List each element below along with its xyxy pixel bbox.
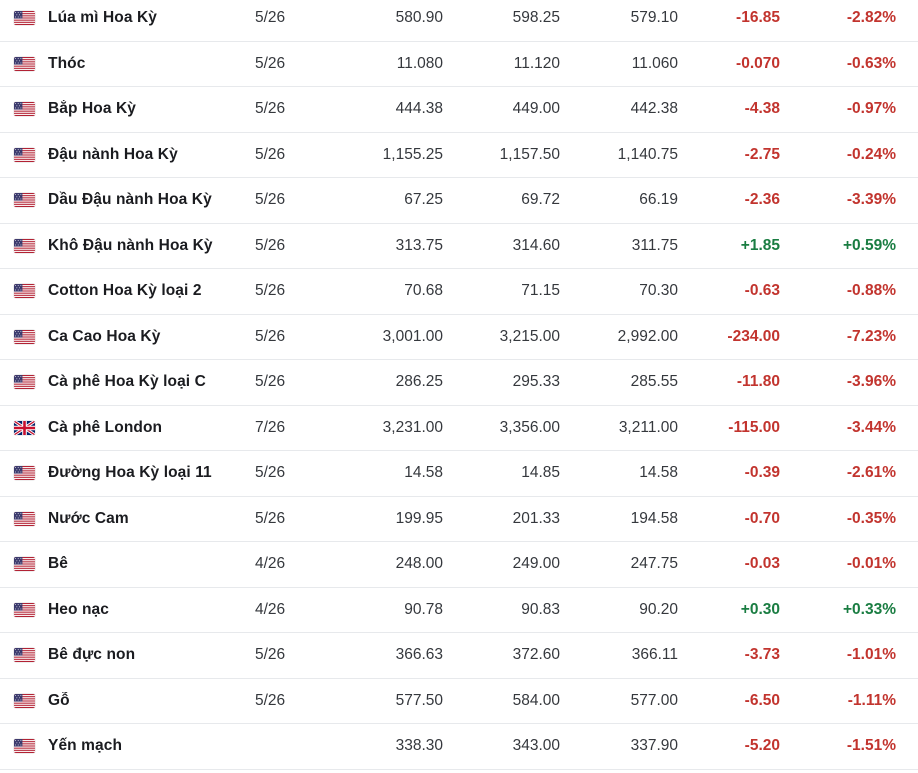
contract-month: 4/26 [255,600,286,618]
high-price: 90.83 [521,600,560,618]
last-price: 286.25 [395,373,443,391]
change-percent: -2.61% [846,464,896,482]
change-value: -0.70 [744,509,780,527]
table-row[interactable] [0,0,918,42]
change-percent: -1.11% [847,691,896,709]
change-value: -0.070 [736,54,780,72]
last-price: 313.75 [395,236,443,254]
commodity-name: Khô Đậu nành Hoa Kỳ [48,236,213,254]
commodity-cell [0,419,240,437]
high-price: 14.85 [521,464,560,482]
contract-month: 5/26 [255,191,286,209]
low-price: 90.20 [639,600,678,618]
high-price: 314.60 [512,236,560,254]
last-price: 90.78 [404,600,443,618]
commodity-cell [0,55,240,73]
commodity-cell [0,282,240,300]
commodity-cell [0,692,240,710]
gb-flag-icon [14,421,35,435]
contract-month: 5/26 [255,9,286,27]
high-price: 11.120 [513,54,560,72]
high-price: 71.15 [521,282,560,300]
change-value: -16.85 [736,9,780,27]
change-percent: -1.51% [846,737,896,755]
commodity-name: Cotton Hoa Kỳ loại 2 [48,282,202,300]
last-price: 199.95 [395,509,443,527]
high-price: 372.60 [512,646,560,664]
us-flag-icon [14,694,35,708]
high-price: 69.72 [521,191,560,209]
table-row[interactable] [0,178,918,224]
change-value: -0.03 [744,555,780,573]
table-row[interactable] [0,87,918,133]
commodity-cell [0,373,240,391]
us-flag-icon [14,193,35,207]
low-price: 247.75 [630,555,678,573]
high-price: 3,215.00 [499,327,560,345]
commodity-cell [0,9,240,27]
commodity-cell [0,328,240,346]
change-percent: -0.63% [846,54,896,72]
high-price: 598.25 [512,9,560,27]
commodity-cell [0,464,240,482]
low-price: 285.55 [630,373,678,391]
commodity-name: Đậu nành Hoa Kỳ [48,145,178,163]
table-row[interactable] [0,42,918,88]
commodity-name: Heo nạc [48,600,109,618]
commodity-name: Cà phê Hoa Kỳ loại C [48,373,206,391]
us-flag-icon [14,102,35,116]
commodity-name: Bắp Hoa Kỳ [48,100,136,118]
us-flag-icon [14,239,35,253]
change-value: -2.75 [744,145,780,163]
change-value: -234.00 [727,327,780,345]
contract-month: 5/26 [255,373,286,391]
change-percent: -0.35% [846,509,896,527]
contract-month: 5/26 [255,509,286,527]
change-percent: -3.96% [846,373,896,391]
table-row[interactable] [0,724,918,770]
last-price: 70.68 [404,282,443,300]
contract-month: 5/26 [255,282,286,300]
commodity-name: Ca Cao Hoa Kỳ [48,327,161,345]
us-flag-icon [14,648,35,662]
last-price: 3,231.00 [382,418,443,436]
change-percent: -0.97% [846,100,896,118]
commodity-cell [0,191,240,209]
change-percent: +0.33% [842,600,896,618]
commodity-name: Bê đực non [48,646,136,664]
low-price: 337.90 [630,737,678,755]
low-price: 70.30 [639,282,678,300]
change-value: -3.73 [744,646,780,664]
change-value: -0.39 [744,464,780,482]
table-row[interactable] [0,269,918,315]
commodity-name: Nước Cam [48,509,129,527]
high-price: 1,157.50 [499,145,560,163]
low-price: 442.38 [630,100,678,118]
change-value: -11.80 [736,373,780,391]
last-price: 14.58 [404,464,443,482]
change-percent: -3.44% [846,418,896,436]
table-row[interactable] [0,542,918,588]
change-percent: -0.88% [846,282,896,300]
last-price: 1,155.25 [382,145,443,163]
commodity-name: Dầu Đậu nành Hoa Kỳ [48,191,212,209]
last-price: 11.080 [396,54,443,72]
change-value: +0.30 [740,600,780,618]
last-price: 3,001.00 [382,327,443,345]
change-percent: -0.01% [846,555,896,573]
us-flag-icon [14,148,35,162]
change-percent: +0.59% [842,236,896,254]
change-value: -2.36 [744,191,780,209]
change-percent: -3.39% [846,191,896,209]
table-row[interactable] [0,360,918,406]
commodity-name: Cà phê London [48,418,163,436]
us-flag-icon [14,557,35,571]
commodity-cell [0,146,240,164]
low-price: 366.11 [631,646,678,664]
contract-month: 5/26 [255,464,286,482]
table-row[interactable] [0,679,918,725]
change-value: -5.20 [744,737,780,755]
change-percent: -0.24% [846,145,896,163]
us-flag-icon [14,603,35,617]
last-price: 444.38 [395,100,443,118]
us-flag-icon [14,57,35,71]
low-price: 194.58 [630,509,678,527]
change-value: -0.63 [744,282,780,300]
table-row[interactable] [0,451,918,497]
low-price: 14.58 [639,464,678,482]
low-price: 579.10 [630,9,678,27]
change-value: +1.85 [740,236,780,254]
change-value: -4.38 [744,100,780,118]
high-price: 295.33 [512,373,560,391]
low-price: 66.19 [639,191,678,209]
last-price: 338.30 [395,737,443,755]
commodity-name: Yến mạch [48,737,123,755]
commodity-name: Gỗ [48,691,70,709]
commodity-cell [0,646,240,664]
contract-month: 7/26 [255,418,286,436]
commodity-name: Thóc [48,54,86,72]
us-flag-icon [14,375,35,389]
us-flag-icon [14,330,35,344]
high-price: 249.00 [512,555,560,573]
last-price: 580.90 [395,9,443,27]
commodity-name: Bê [48,555,69,573]
high-price: 584.00 [512,691,560,709]
change-value: -115.00 [728,418,780,436]
table-row[interactable] [0,406,918,452]
us-flag-icon [14,739,35,753]
change-percent: -2.82% [846,9,896,27]
table-row[interactable] [0,588,918,634]
us-flag-icon [14,466,35,480]
commodity-name: Lúa mì Hoa Kỳ [48,9,157,27]
last-price: 248.00 [395,555,443,573]
change-value: -6.50 [744,691,780,709]
commodity-cell [0,601,240,619]
low-price: 1,140.75 [617,145,678,163]
us-flag-icon [14,284,35,298]
high-price: 449.00 [512,100,560,118]
commodity-cell [0,737,240,755]
commodity-cell [0,555,240,573]
contract-month: 5/26 [255,691,286,709]
low-price: 11.060 [631,54,678,72]
us-flag-icon [14,512,35,526]
table-row[interactable] [0,633,918,679]
contract-month: 4/26 [255,555,286,573]
contract-month: 5/26 [255,327,286,345]
last-price: 67.25 [404,191,443,209]
high-price: 3,356.00 [499,418,560,436]
low-price: 577.00 [630,691,678,709]
table-row[interactable] [0,133,918,179]
low-price: 3,211.00 [618,418,678,436]
contract-month: 5/26 [255,646,286,664]
commodity-cell [0,510,240,528]
low-price: 311.75 [631,236,678,254]
contract-month: 5/26 [255,100,286,118]
table-row[interactable] [0,224,918,270]
table-row[interactable] [0,315,918,361]
high-price: 201.33 [512,509,560,527]
change-percent: -1.01% [846,646,896,664]
commodity-cell [0,237,240,255]
last-price: 366.63 [395,646,443,664]
change-percent: -7.23% [846,327,896,345]
commodity-name: Đường Hoa Kỳ loại 11 [48,464,212,482]
low-price: 2,992.00 [617,327,678,345]
last-price: 577.50 [395,691,443,709]
contract-month: 5/26 [255,236,286,254]
table-row[interactable] [0,497,918,543]
high-price: 343.00 [512,737,560,755]
contract-month: 5/26 [255,54,286,72]
contract-month: 5/26 [255,145,286,163]
us-flag-icon [14,11,35,25]
commodity-cell [0,100,240,118]
